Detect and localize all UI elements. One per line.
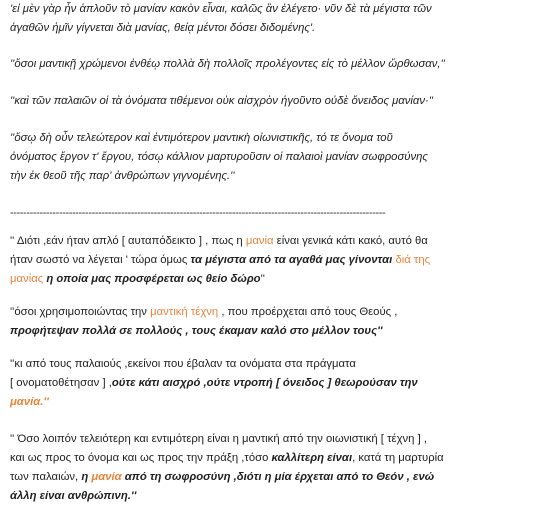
text-line: ''ὅσοι μαντικῇ χρώμενοι ἐνθέῳ πολλὰ δὴ πολλοῖς προλέγοντες εἰς τὸ μέλλον ὤρθωσαν,'' [10, 58, 445, 70]
modern-paragraph-1 [10, 232, 529, 289]
text-line: ''καὶ τῶν παλαιῶν οἱ τὰ ὀνόματα τιθέμενοι οὐκ αἰσχρὸν ἡγοῦντο οὐδὲ ὄνειδος μανίαν·'' [10, 95, 434, 107]
text-line: ''όσοι χρησιμοποιώντας την μαντική τέχνη , που προέρχεται από τους Θεούς , [10, 306, 398, 318]
greek-paragraph-1 [10, 0, 529, 38]
text-line: ήταν σωστό να λέγεται ' τώρα όμως τα μέγιστα από τα αγαθά μας γίνονται διά της [10, 254, 431, 266]
text-line: '' Διότι ,εάν ήταν απλό [ αυταπόδεικτο ] , πως η μανία είναι γενικά κάτι κακό, αυτό θα [10, 235, 428, 247]
greek-paragraph-3 [10, 92, 529, 111]
text-line: άλλη είναι ανθρώπινη.'' [10, 490, 137, 502]
text-line: [ ονοματοθέτησαν ] ,ούτε κάτι αισχρό ,ούτε ντροπή [ όνειδος ] θεωρούσαν την [10, 377, 418, 389]
modern-paragraph-3 [10, 355, 529, 412]
text-line: 'εἰ μὲν γὰρ ἦν ἁπλοῦν τὸ μανίαν κακὸν εἶναι, καλῶς ἂν ἐλέγετο· νῦν δὲ τὰ μέγιστα τῶν [10, 3, 432, 15]
text-line: '' Όσο λοιπόν τελειότερη και εντιμότερη είναι η μαντική από την οιωνιστική [ τέχνη ] , [10, 433, 427, 445]
text-line: και ως προς το όνομα και ως προς την πράξη ,τόσο καλλίτερη είναι, κατά τη μαρτυρία [10, 452, 444, 464]
text-line: ὀνόματος ἔργον τ' ἔργου, τόσῳ κάλλιον μαρτυροῦσιν οἱ παλαιοὶ μανίαν σωφροσύνης [10, 151, 428, 163]
separator-line: ------------------------------------------------------------------------------------------------------------------- [10, 207, 386, 219]
text-line: μανία.'' [10, 396, 49, 408]
text-line: ''ὅσῳ δὴ οὖν τελεώτερον καὶ ἐντιμότερον μαντικὴ οἰωνιστικῆς, τό τε ὄνομα τοῦ [10, 132, 393, 144]
text-line: των παλαιών, η μανία από τη σωφροσύνη ,διότι η μία έρχεται από το Θεόν , ενώ [10, 471, 435, 483]
text-line: προφήτεψαν πολλά σε πολλούς , τους έκαμαν καλό στο μέλλον τους'' [10, 325, 383, 337]
modern-paragraph-4 [10, 430, 529, 506]
greek-paragraph-2 [10, 55, 529, 74]
text-line: ἀγαθῶν ἡμῖν γίγνεται διὰ μανίας, θείᾳ μέντοι δόσει διδομένης'. [10, 22, 316, 34]
greek-paragraph-4 [10, 129, 529, 186]
text-line: μανίας η οποία μας προσφέρεται ως θείο δώρο'' [10, 273, 265, 285]
text-line: τὴν ἐκ θεοῦ τῆς παρ' ἀνθρώπων γιγνομένης.'' [10, 170, 235, 182]
modern-paragraph-2 [10, 303, 529, 341]
text-line: ''κι από τους παλαιούς ,εκείνοι που έβαλαν τα ονόματα στα πράγματα [10, 358, 356, 370]
